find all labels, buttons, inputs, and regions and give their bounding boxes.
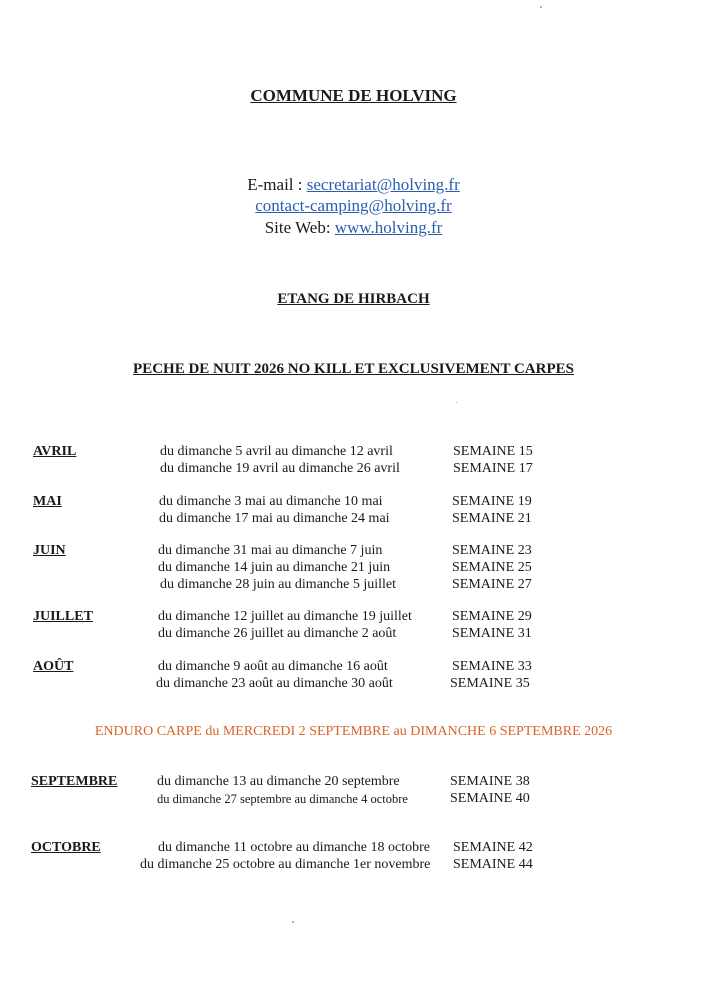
week-number: SEMAINE 19: [452, 494, 532, 509]
email2-line: [0, 196, 707, 216]
month-label: SEPTEMBRE: [31, 774, 118, 789]
date-range: du dimanche 28 juin au dimanche 5 juillet: [160, 577, 396, 592]
email-label: E-mail :: [247, 175, 307, 194]
scan-speck: [540, 6, 542, 8]
month-label: JUILLET: [33, 609, 93, 624]
web-line: [0, 218, 707, 238]
week-number: SEMAINE 33: [452, 659, 532, 674]
date-range: du dimanche 17 mai au dimanche 24 mai: [159, 511, 390, 526]
scan-speck: [456, 402, 457, 403]
web-link[interactable]: www.holving.fr: [334, 218, 443, 237]
month-label: JUIN: [33, 543, 66, 558]
week-number: SEMAINE 15: [453, 444, 533, 459]
web-label: Site Web:: [264, 218, 335, 237]
date-range: du dimanche 25 octobre au dimanche 1er novembre: [140, 857, 431, 872]
month-label: AVRIL: [33, 444, 77, 459]
enduro-notice: ENDURO CARPE du MERCREDI 2 SEPTEMBRE au DIMANCHE 6 SEPTEMBRE 2026: [94, 724, 613, 739]
place-heading: ETANG DE HIRBACH: [277, 291, 430, 307]
date-range: du dimanche 14 juin au dimanche 21 juin: [158, 560, 391, 575]
date-range: du dimanche 12 juillet au dimanche 19 juillet: [158, 609, 412, 624]
date-range: du dimanche 31 mai au dimanche 7 juin: [158, 543, 383, 558]
week-number: SEMAINE 25: [452, 560, 532, 575]
week-number: SEMAINE 23: [452, 543, 532, 558]
week-number: SEMAINE 21: [452, 511, 532, 526]
email2-link[interactable]: contact-camping@holving.fr: [255, 196, 452, 215]
week-number: SEMAINE 27: [452, 577, 532, 592]
week-number: SEMAINE 44: [453, 857, 533, 872]
email-link[interactable]: secretariat@holving.fr: [306, 175, 460, 194]
date-range: du dimanche 3 mai au dimanche 10 mai: [159, 494, 383, 509]
section-subtitle: PECHE DE NUIT 2026 NO KILL ET EXCLUSIVEMENT CARPES: [133, 361, 574, 377]
month-label: MAI: [33, 494, 62, 509]
month-label: OCTOBRE: [31, 840, 101, 855]
week-number: SEMAINE 29: [452, 609, 532, 624]
date-range: du dimanche 11 octobre au dimanche 18 octobre: [158, 840, 430, 855]
page-title: COMMUNE DE HOLVING: [250, 86, 457, 105]
date-range: du dimanche 5 avril au dimanche 12 avril: [160, 444, 393, 459]
scan-speck: [292, 921, 294, 923]
date-range: du dimanche 9 août au dimanche 16 août: [158, 659, 388, 674]
date-range: du dimanche 27 septembre au dimanche 4 octobre: [157, 792, 408, 806]
date-range: du dimanche 23 août au dimanche 30 août: [156, 676, 393, 691]
week-number: SEMAINE 31: [452, 626, 532, 641]
week-number: SEMAINE 38: [450, 774, 530, 789]
week-number: SEMAINE 40: [450, 791, 530, 806]
week-number: SEMAINE 17: [453, 461, 533, 476]
week-number: SEMAINE 42: [453, 840, 533, 855]
month-label: AOÛT: [33, 659, 74, 674]
date-range: du dimanche 26 juillet au dimanche 2 août: [158, 626, 397, 641]
week-number: SEMAINE 35: [450, 676, 530, 691]
date-range: du dimanche 19 avril au dimanche 26 avril: [160, 461, 400, 476]
date-range: du dimanche 13 au dimanche 20 septembre: [157, 774, 400, 789]
email-line: [0, 175, 707, 195]
